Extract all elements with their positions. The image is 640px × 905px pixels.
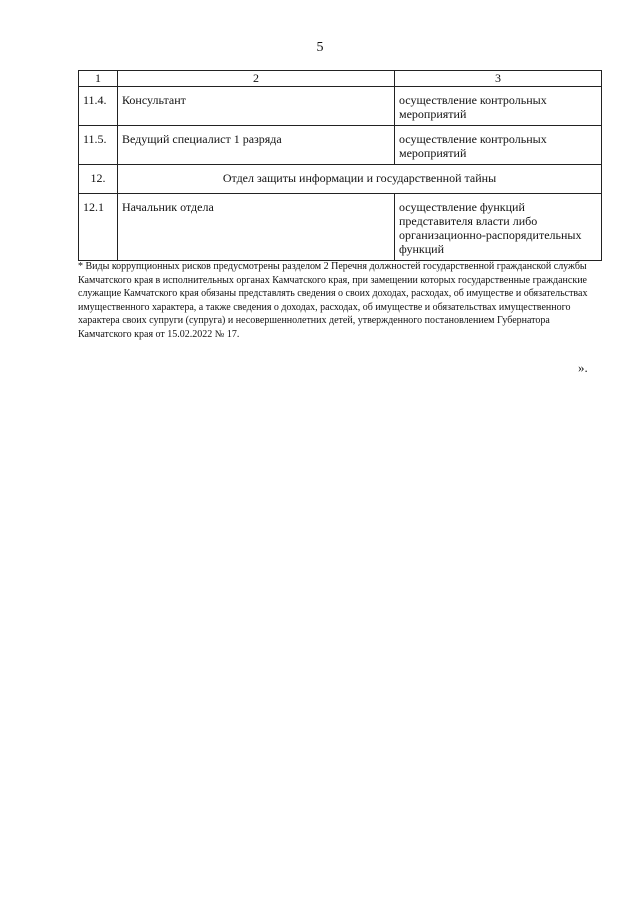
section-number: 12. (79, 165, 118, 194)
header-col-1: 1 (79, 71, 118, 87)
row-function: осуществление контрольных мероприятий (395, 126, 602, 165)
table-row (79, 194, 602, 261)
row-number: 11.4. (79, 87, 118, 126)
section-title: Отдел защиты информации и государственной тайны (118, 165, 602, 194)
page-number: 5 (316, 40, 324, 55)
table-row (79, 126, 602, 165)
positions-table (78, 70, 602, 261)
row-position: Начальник отдела (118, 194, 395, 261)
row-function: осуществление контрольных мероприятий (395, 87, 602, 126)
table-section-row (79, 165, 602, 194)
table-row (79, 87, 602, 126)
row-position: Консультант (118, 87, 395, 126)
header-col-2: 2 (118, 71, 395, 87)
closing-quote-mark: ». (578, 360, 588, 375)
row-number: 11.5. (79, 126, 118, 165)
row-function: осуществление функций представителя власти либо организационно-распорядительных функций (395, 194, 602, 261)
header-col-3: 3 (395, 71, 602, 87)
row-position: Ведущий специалист 1 разряда (118, 126, 395, 165)
table-header-row (79, 71, 602, 87)
footnote: * Виды коррупционных рисков предусмотрены разделом 2 Перечня должностей государственной гражданской службы Камчатского края в исполнительных органах Камчатского края, при замещении которых государственные гражданские служащие Камчатского края обязаны представлять сведения о своих доходах, расходах, об имуществе и обязательствах имущественного характера, а также сведения о доходах, расходах, об имуществе и обязательствах имущественного характера своих супруги (супруга) и несовершеннолетних детей, утвержденного постановлением Губернатора Камчатского края от 15.02.2022 № 17. (78, 261, 588, 340)
row-number: 12.1 (79, 194, 118, 261)
